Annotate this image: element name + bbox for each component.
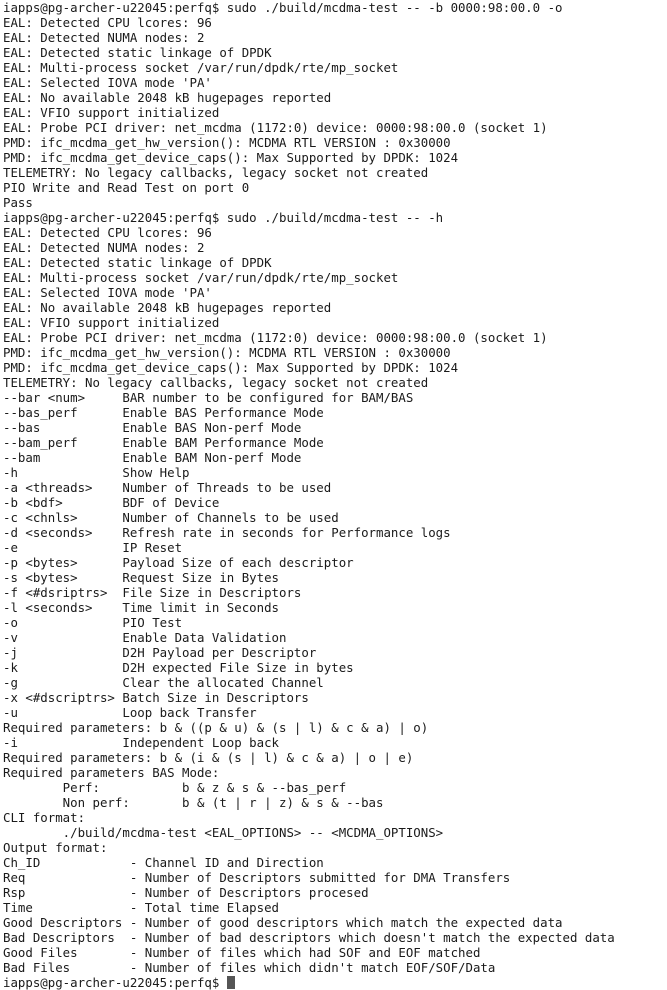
- terminal-line: -a <threads> Number of Threads to be used: [3, 480, 332, 495]
- terminal-line: EAL: No available 2048 kB hugepages reported: [3, 90, 332, 105]
- shell-prompt: iapps@pg-archer-u22045:perfq$: [3, 975, 227, 990]
- terminal-line: EAL: Probe PCI driver: net_mcdma (1172:0) device: 0000:98:00.0 (socket 1): [3, 120, 548, 135]
- terminal-line: CLI format:: [3, 810, 86, 825]
- terminal-line: -k D2H expected File Size in bytes: [3, 660, 354, 675]
- terminal-line: iapps@pg-archer-u22045:perfq$ sudo ./build/mcdma-test -- -b 0000:98:00.0 -o: [3, 0, 563, 15]
- terminal-line: EAL: Selected IOVA mode 'PA': [3, 75, 212, 90]
- terminal-line: -v Enable Data Validation: [3, 630, 287, 645]
- terminal-line: Time - Total time Elapsed: [3, 900, 280, 915]
- terminal-line: EAL: VFIO support initialized: [3, 315, 220, 330]
- terminal-line: EAL: Multi-process socket /var/run/dpdk/rte/mp_socket: [3, 60, 399, 75]
- terminal-line: --bas Enable BAS Non-perf Mode: [3, 420, 302, 435]
- terminal-line: -d <seconds> Refresh rate in seconds for Performance logs: [3, 525, 451, 540]
- terminal-line: -l <seconds> Time limit in Seconds: [3, 600, 280, 615]
- terminal-line: Req - Number of Descriptors submitted for DMA Transfers: [3, 870, 511, 885]
- terminal-line: EAL: Probe PCI driver: net_mcdma (1172:0) device: 0000:98:00.0 (socket 1): [3, 330, 548, 345]
- terminal-line: TELEMETRY: No legacy callbacks, legacy socket not created: [3, 165, 429, 180]
- terminal-line: -b <bdf> BDF of Device: [3, 495, 220, 510]
- terminal-line: -f <#dsriptrs> File Size in Descriptors: [3, 585, 302, 600]
- terminal-line: --bas_perf Enable BAS Performance Mode: [3, 405, 324, 420]
- terminal-line: --bam_perf Enable BAM Performance Mode: [3, 435, 324, 450]
- terminal-line: -p <bytes> Payload Size of each descriptor: [3, 555, 354, 570]
- terminal-line: Non perf: b & (t | r | z) & s & --bas: [3, 795, 384, 810]
- terminal-output: [3, 0, 667, 975]
- terminal-line: PMD: ifc_mcdma_get_device_caps(): Max Supported by DPDK: 1024: [3, 360, 459, 375]
- terminal-line: EAL: Detected NUMA nodes: 2: [3, 240, 205, 255]
- terminal-line: -s <bytes> Request Size in Bytes: [3, 570, 280, 585]
- terminal-line: -i Independent Loop back: [3, 735, 280, 750]
- terminal-line: --bar <num> BAR number to be configured for BAM/BAS: [3, 390, 414, 405]
- text-cursor: [227, 976, 235, 989]
- terminal-line: Output format:: [3, 840, 108, 855]
- terminal-line: --bam Enable BAM Non-perf Mode: [3, 450, 302, 465]
- terminal-line: Required parameters: b & ((p & u) & (s | l) & c & a) | o): [3, 720, 429, 735]
- terminal-line: Ch_ID - Channel ID and Direction: [3, 855, 324, 870]
- terminal-line: PMD: ifc_mcdma_get_hw_version(): MCDMA RTL VERSION : 0x30000: [3, 135, 451, 150]
- terminal-line: EAL: Selected IOVA mode 'PA': [3, 285, 212, 300]
- terminal-line: Rsp - Number of Descriptors procesed: [3, 885, 369, 900]
- terminal-line: Required parameters BAS Mode:: [3, 765, 220, 780]
- terminal-line: Pass: [3, 195, 33, 210]
- terminal-line: Bad Files - Number of files which didn't match EOF/SOF/Data: [3, 960, 496, 975]
- terminal-line: PIO Write and Read Test on port 0: [3, 180, 250, 195]
- terminal-line: -h Show Help: [3, 465, 190, 480]
- terminal-line: EAL: Detected static linkage of DPDK: [3, 255, 272, 270]
- terminal-line: -j D2H Payload per Descriptor: [3, 645, 317, 660]
- terminal-line: PMD: ifc_mcdma_get_hw_version(): MCDMA RTL VERSION : 0x30000: [3, 345, 451, 360]
- terminal-line: ./build/mcdma-test <EAL_OPTIONS> -- <MCDMA_OPTIONS>: [3, 825, 444, 840]
- terminal-line: EAL: Multi-process socket /var/run/dpdk/rte/mp_socket: [3, 270, 399, 285]
- terminal-line: -c <chnls> Number of Channels to be used: [3, 510, 339, 525]
- terminal-line: -x <#dscriptrs> Batch Size in Descriptors: [3, 690, 309, 705]
- terminal-line: -e IP Reset: [3, 540, 183, 555]
- terminal-line: Required parameters: b & (i & (s | l) & c & a) | o | e): [3, 750, 414, 765]
- terminal-line: Perf: b & z & s & --bas_perf: [3, 780, 347, 795]
- terminal-line: Good Files - Number of files which had SOF and EOF matched: [3, 945, 481, 960]
- terminal-prompt-line[interactable]: [3, 975, 667, 990]
- terminal-line: -g Clear the allocated Channel: [3, 675, 324, 690]
- terminal-line: PMD: ifc_mcdma_get_device_caps(): Max Supported by DPDK: 1024: [3, 150, 459, 165]
- terminal-line: TELEMETRY: No legacy callbacks, legacy socket not created: [3, 375, 429, 390]
- terminal-line: EAL: No available 2048 kB hugepages reported: [3, 300, 332, 315]
- terminal-line: EAL: Detected static linkage of DPDK: [3, 45, 272, 60]
- terminal-line: iapps@pg-archer-u22045:perfq$ sudo ./build/mcdma-test -- -h: [3, 210, 444, 225]
- terminal-line: EAL: VFIO support initialized: [3, 105, 220, 120]
- terminal-line: -o PIO Test: [3, 615, 183, 630]
- terminal-line: EAL: Detected NUMA nodes: 2: [3, 30, 205, 45]
- terminal-line: EAL: Detected CPU lcores: 96: [3, 15, 212, 30]
- terminal-line: -u Loop back Transfer: [3, 705, 257, 720]
- terminal-line: Good Descriptors - Number of good descriptors which match the expected data: [3, 915, 563, 930]
- terminal-line: Bad Descriptors - Number of bad descriptors which doesn't match the expected data: [3, 930, 615, 945]
- terminal-line: EAL: Detected CPU lcores: 96: [3, 225, 212, 240]
